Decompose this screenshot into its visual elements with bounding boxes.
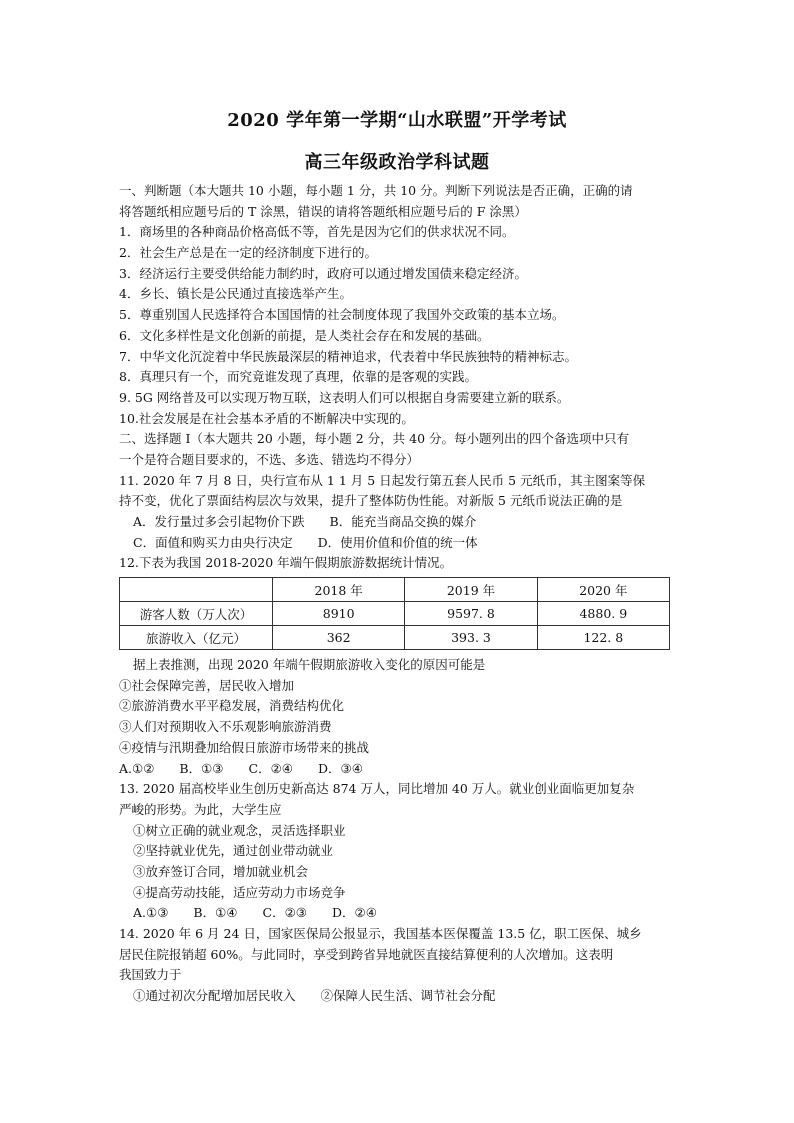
table-column-header: 2018 年 xyxy=(273,578,405,602)
question-11-stem: 11. 2020 年 7 月 8 日，央行宣布从 1 1 月 5 日起发行第五套人民币 5 元纸币，其主图案等保 xyxy=(119,472,646,488)
exam-title: 2020 学年第一学期“山水联盟”开学考试 xyxy=(227,110,567,131)
question-item: 4．乡长、镇长是公民通过直接选举产生。 xyxy=(119,286,352,302)
table-column-header: 2019 年 xyxy=(405,578,537,602)
question-13-answers: A.①③ B．①④ C．②③ D．②④ xyxy=(133,905,377,921)
question-item: 3．经济运行主要受供给能力制约时，政府可以通过增发国债来稳定经济。 xyxy=(119,265,527,281)
question-12-answers: A.①② B．①③ C．②④ D．③④ xyxy=(119,760,363,776)
question-14-stem: 我国致力于 xyxy=(119,967,182,983)
question-13-option: ④提高劳动技能，适应劳动力市场竞争 xyxy=(133,884,346,900)
table-cell: 8910 xyxy=(273,602,405,626)
section-instruction: 将答题纸相应题号后的 T 涂黑，错误的请将答题纸相应题号后的 F 涂黑） xyxy=(119,203,527,219)
question-13-stem: 严峻的形势。为此，大学生应 xyxy=(119,801,282,817)
question-item: 7．中华文化沉淀着中华民族最深层的精神追求，代表着中华民族独特的精神标志。 xyxy=(119,348,577,364)
section-header: 一、判断题（本大题共 10 小题，每小题 1 分，共 10 分。判断下列说法是否正确，正确的请 xyxy=(119,183,633,198)
section-choice xyxy=(119,429,679,1007)
question-item: 10.社会发展是在社会基本矛盾的不断解决中实现的。 xyxy=(119,410,414,426)
exam-content xyxy=(119,181,679,1007)
table-column-header: 2020 年 xyxy=(537,578,669,602)
question-13-option: ③放弃签订合同，增加就业机会 xyxy=(133,863,309,879)
question-13-option: ①树立正确的就业观念，灵活选择职业 xyxy=(133,822,346,838)
table-row-label: 游客人数（万人次） xyxy=(120,602,273,626)
question-12-option: ③人们对预期收入不乐观影响旅游消费 xyxy=(119,719,332,735)
question-item: 1．商场里的各种商品价格高低不等，首先是因为它们的供求状况不同。 xyxy=(119,224,515,240)
table-row-label: 旅游收入（亿元） xyxy=(120,626,273,650)
question-13-option: ②坚持就业优先，通过创业带动就业 xyxy=(133,843,334,859)
question-12-prompt: 据上表推测，出现 2020 年端午假期旅游收入变化的原因可能是 xyxy=(133,657,486,673)
question-item: 6．文化多样性是文化创新的前提，是人类社会存在和发展的基础。 xyxy=(119,327,490,343)
question-11-option: A．发行量过多会引起物价下跌 B．能充当商品交换的媒介 xyxy=(133,514,477,529)
question-14-stem: 14. 2020 年 6 月 24 日，国家医保局公报显示，我国基本医保覆盖 13.5 亿，职工医保、城乡 xyxy=(119,926,642,941)
question-14-option: ①通过初次分配增加居民收入 ②保障人民生活、调节社会分配 xyxy=(133,988,496,1004)
table-cell: 362 xyxy=(273,626,405,650)
table-corner-cell xyxy=(120,578,273,602)
table-cell: 122. 8 xyxy=(537,626,669,650)
question-item: 2．社会生产总是在一定的经济制度下进行的。 xyxy=(119,245,377,261)
question-12-option: ②旅游消费水平平稳发展，消费结构优化 xyxy=(119,698,345,714)
tourism-stats-table xyxy=(119,577,670,650)
question-12-option: ④疫情与汛期叠加给假日旅游市场带来的挑战 xyxy=(119,739,370,755)
section-judgment xyxy=(119,181,679,429)
question-item: 9. 5G 网络普及可以实现万物互联，这表明人们可以根据自身需要建立新的联系。 xyxy=(119,389,570,405)
table-cell: 9597. 8 xyxy=(405,602,537,626)
question-12-stem: 12.下表为我国 2018-2020 年端午假期旅游数据统计情况。 xyxy=(119,555,453,571)
table-cell: 393. 3 xyxy=(405,626,537,650)
question-item: 8．真理只有一个，而究竟谁发现了真理，依靠的是客观的实践。 xyxy=(119,369,477,385)
question-14-stem: 居民住院报销超 60%。与此同时，享受到跨省异地就医直接结算便利的人次增加。这表明 xyxy=(119,946,614,962)
question-11-option: C．面值和购买力由央行决定 D．使用价值和价值的统一体 xyxy=(133,534,478,550)
question-item: 5．尊重别国人民选择符合本国国情的社会制度体现了我国外交政策的基本立场。 xyxy=(119,307,565,323)
table-header-row xyxy=(120,578,670,602)
question-12-option: ①社会保障完善，居民收入增加 xyxy=(119,677,295,693)
table-row xyxy=(120,626,670,650)
section-header: 二、选择题 I（本大题共 20 小题，每小题 2 分，共 40 分。每小题列出的四个备选项中只有 xyxy=(119,431,630,447)
exam-subtitle: 高三年级政治学科试题 xyxy=(304,152,490,173)
table-row xyxy=(120,602,670,626)
question-11-stem: 持不变，优化了票面结构层次与效果，提升了整体防伪性能。对新版 5 元纸币说法正确的是 xyxy=(119,493,623,509)
section-instruction: 一个是符合题目要求的，不选、多选、错选均不得分） xyxy=(119,451,420,467)
table-cell: 4880. 9 xyxy=(537,602,669,626)
question-13-stem: 13. 2020 届高校毕业生创历史新高达 874 万人，同比增加 40 万人。就业创业面临更加复杂 xyxy=(119,781,635,797)
